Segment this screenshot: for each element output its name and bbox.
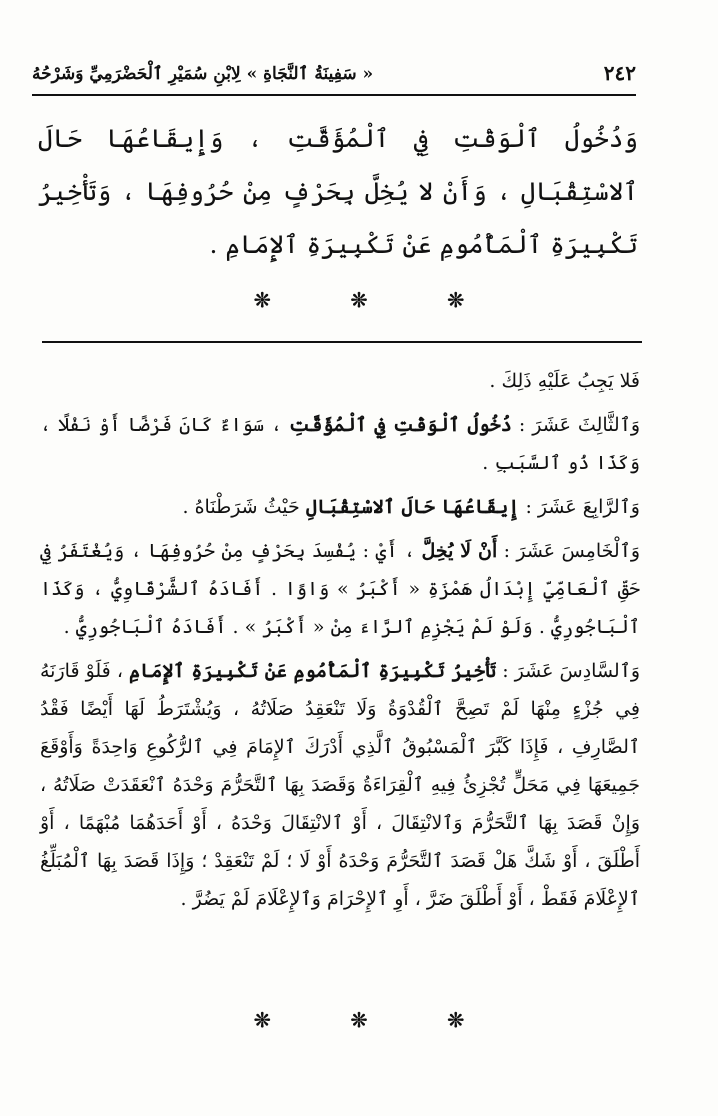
quoted-matn: دُخُولُ ٱلْوَقْتِ فِي ٱلْمُؤَقَّتِ [288, 414, 512, 436]
matn-paragraph: وَدُخُولُ ٱلْوَقْتِ فِي ٱلْمُؤَقَّتِ ، وَإِيقَاعُهَا حَالَ ٱلاسْتِقْبَالِ ، وَأَنْ لا يُخِلَّ بِحَرْفٍ مِنْ حُرُوفِهَا ، وَتَأْخِيرُ تَكْبِيرَةِ ٱلْمَأْمُومِ عَنْ تَكْبِيرَةِ ٱلإِمَامِ . [38, 124, 638, 259]
page-number: ٢٤٢ [603, 61, 636, 85]
ornament-star-icon: ❊ [350, 1008, 368, 1032]
ornament-row-bottom [0, 1008, 718, 1032]
commentary-text-block [40, 362, 640, 924]
ornament-star-icon: ❊ [253, 288, 271, 312]
running-title: « سَفِينَةُ ٱلنَّجَاةِ » لِابْنِ سُمَيْرِ ٱلْحَضْرَمِيِّ وَشَرْحُهُ [32, 63, 374, 84]
header-rule [32, 94, 636, 96]
commentary-text: فَلا يَجِبُ عَلَيْهِ ذَلِكَ . [489, 370, 640, 392]
commentary-text: ، سَوَاءٌ كَانَ فَرْضًا أَوْ نَفْلًا ، وَكَذَا ذُو ٱلسَّبَبِ . [40, 414, 640, 474]
page-header [32, 58, 636, 88]
ornament-row-top [0, 288, 718, 312]
commentary-paragraph [40, 362, 640, 400]
commentary-text: حَيْثُ شَرَطْنَاهُ . [182, 496, 306, 518]
commentary-paragraph [40, 532, 640, 646]
condition-number: وَٱلرَّابِعَ عَشَرَ : [519, 496, 640, 518]
ornament-star-icon: ❊ [253, 1008, 271, 1032]
commentary-text: ، أَيْ : يُفْسِدَ بِحَرْفٍ مِنْ حُرُوفِهَا ، وَيُغْتَفَرُ فِي حَقِّ ٱلْعَامِّيِّ إِبْدَالُ هَمْزَةِ « أَكْبَرُ » وَاوًا . أَفَادَهُ ٱلشَّرْقَاوِيُّ ، وَكَذَا ٱلْبَاجُورِيُّ . وَلَوْ لَمْ يَجْزِمِ ٱلرَّاءَ مِنْ « أَكْبَرُ » . أَفَادَهُ ٱلْبَاجُورِيُّ . [40, 540, 640, 638]
quoted-matn: إِيقَاعُهَا حَالَ ٱلاسْتِقْبَالِ [305, 496, 520, 518]
condition-number: وَٱلسَّادِسَ عَشَرَ : [496, 660, 641, 682]
condition-number: وَٱلثَّالِثَ عَشَرَ : [511, 414, 640, 436]
commentary-paragraph [40, 406, 640, 482]
ornament-star-icon: ❊ [350, 288, 368, 312]
quoted-matn: تَأْخِيرُ تَكْبِيرَةِ ٱلْمَأْمُومِ عَنْ تَكْبِيرَةِ ٱلإِمَامِ [129, 660, 497, 682]
commentary-paragraph [40, 488, 640, 526]
commentary-paragraph [40, 652, 640, 918]
quoted-matn: أَنْ لَا يُخِلَّ [421, 540, 498, 562]
condition-number: وَٱلْخَامِسَ عَشَرَ : [497, 540, 641, 562]
commentary-text: ، فَلَوْ قَارَنَهُ فِي جُزْءٍ مِنْهَا لَمْ تَصِحَّ ٱلْقُدْوَةُ وَلَا تَنْعَقِدُ صَلَاتُهُ ، وَيُشْتَرَطُ لَهَا أَيْضًا فَقْدُ ٱلصَّارِفِ ، فَإِذَا كَبَّرَ ٱلْمَسْبُوقُ ٱلَّذِي أَدْرَكَ ٱلإِمَامَ فِي ٱلرُّكُوعِ وَاحِدَةً وَأَوْقَعَ جَمِيعَهَا فِي مَحَلٍّ تُجْزِئُ فِيهِ ٱلْقِرَاءَةُ وَقَصَدَ بِهَا ٱلتَّحَرُّمَ وَحْدَهُ ٱنْعَقَدَتْ صَلَاتُهُ ، وَإِنْ قَصَدَ بِهَا ٱلتَّحَرُّمَ وَٱلانْتِقَالَ ، أَوْ ٱلانْتِقَالَ وَحْدَهُ ، أَوْ أَحَدَهُمَا مُبْهَمًا ، أَوْ أَطْلَقَ ، أَوْ شَكَّ هَلْ قَصَدَ ٱلتَّحَرُّمَ وَحْدَهُ أَوْ لَا ؛ لَمْ تَنْعَقِدْ ؛ وَإِذَا قَصَدَ بِهَا ٱلْمُبَلِّغُ ٱلإِعْلَامَ فَقَطْ ، أَوْ أَطْلَقَ ضَرَّ ، أَوِ ٱلإِحْرَامَ وَٱلإِعْلَامَ لَمْ يَضُرَّ . [40, 660, 640, 910]
ornament-star-icon: ❊ [447, 1008, 465, 1032]
matn-text-block [38, 112, 638, 271]
footnote-divider [42, 341, 642, 343]
ornament-star-icon: ❊ [447, 288, 465, 312]
